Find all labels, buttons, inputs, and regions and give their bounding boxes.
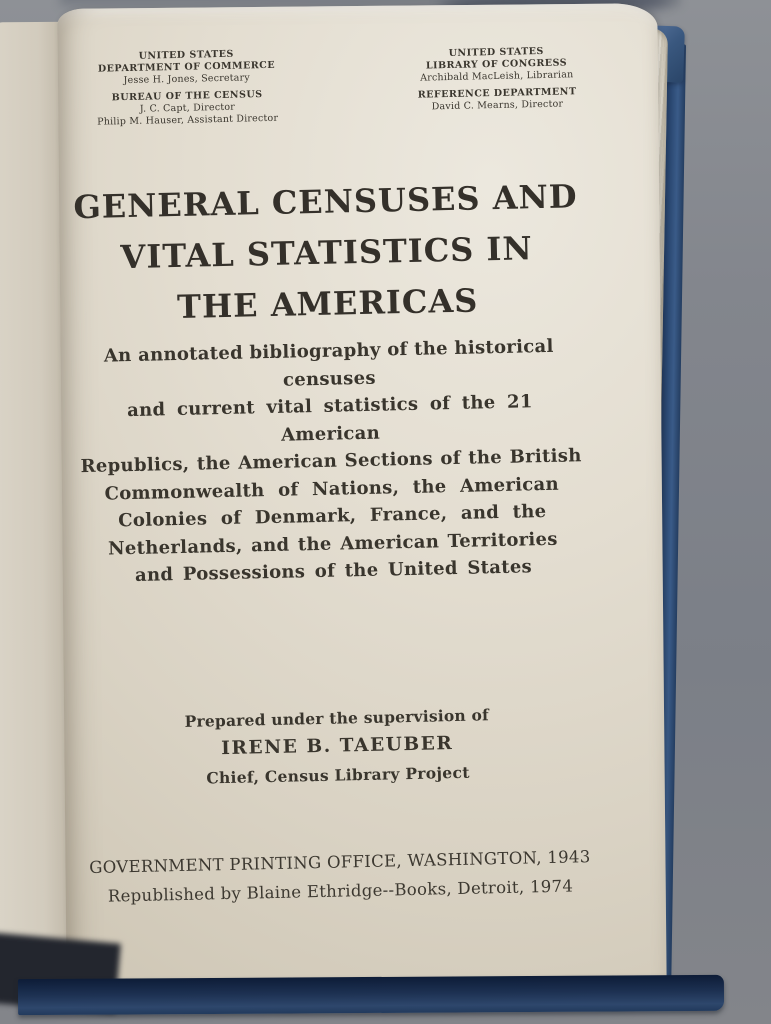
publisher-person-line: Jesse H. Jones, Secretary xyxy=(123,72,251,87)
title-page-content xyxy=(51,0,672,1000)
bibliography-description xyxy=(71,332,592,591)
title-page xyxy=(57,3,666,997)
imprint-block xyxy=(70,842,611,912)
republished-line: Republished by Blaine Ethridge--Books, Detroit, 1974 xyxy=(107,876,574,906)
description-line: An annotated bibliography of the historical censuses xyxy=(103,335,554,391)
supervisor-role: Chief, Census Library Project xyxy=(206,762,470,788)
right-publisher-block xyxy=(372,44,621,114)
book-title xyxy=(55,171,598,336)
supervisor-name: IRENE B. TAEUBER xyxy=(221,733,454,760)
publisher-person-line: J. C. Capt, Director xyxy=(139,101,236,115)
title-line: GENERAL CENSUSES AND xyxy=(73,177,578,227)
publisher-person-line: Philip M. Hauser, Assistant Director xyxy=(97,112,279,128)
title-line: THE AMERICAS xyxy=(176,281,479,326)
description-line: Republics, the American Sections of the British xyxy=(80,445,582,478)
supervision-block xyxy=(67,703,609,791)
publisher-person-line: David C. Mearns, Director xyxy=(431,98,564,112)
publisher-org-line: BUREAU OF THE CENSUS xyxy=(111,88,263,103)
description-line: Commonwealth of Nations, the American xyxy=(104,473,560,505)
publisher-org-line: REFERENCE DEPARTMENT xyxy=(417,85,577,101)
description-line: and Possessions of the United States xyxy=(134,556,533,586)
title-line: VITAL STATISTICS IN xyxy=(120,229,534,277)
publisher-org-line: UNITED STATES xyxy=(138,48,234,62)
publisher-person-line: Archibald MacLeish, Librarian xyxy=(420,69,574,84)
description-line: and current vital statistics of the 21 American xyxy=(126,391,533,446)
book-cover-bottom-edge xyxy=(18,975,724,1015)
description-line: Colonies of Denmark, France, and the xyxy=(118,500,547,532)
publisher-org-line: DEPARTMENT OF COMMERCE xyxy=(97,59,276,75)
printing-office-line: GOVERNMENT PRINTING OFFICE, WASHINGTON, 1943 xyxy=(89,847,591,878)
publisher-org-line: UNITED STATES xyxy=(448,45,544,60)
supervision-intro: Prepared under the supervision of xyxy=(184,705,490,731)
left-publisher-block xyxy=(62,47,312,130)
publisher-org-line: LIBRARY OF CONGRESS xyxy=(425,57,568,72)
description-line: Netherlands, and the American Territories xyxy=(107,528,558,560)
